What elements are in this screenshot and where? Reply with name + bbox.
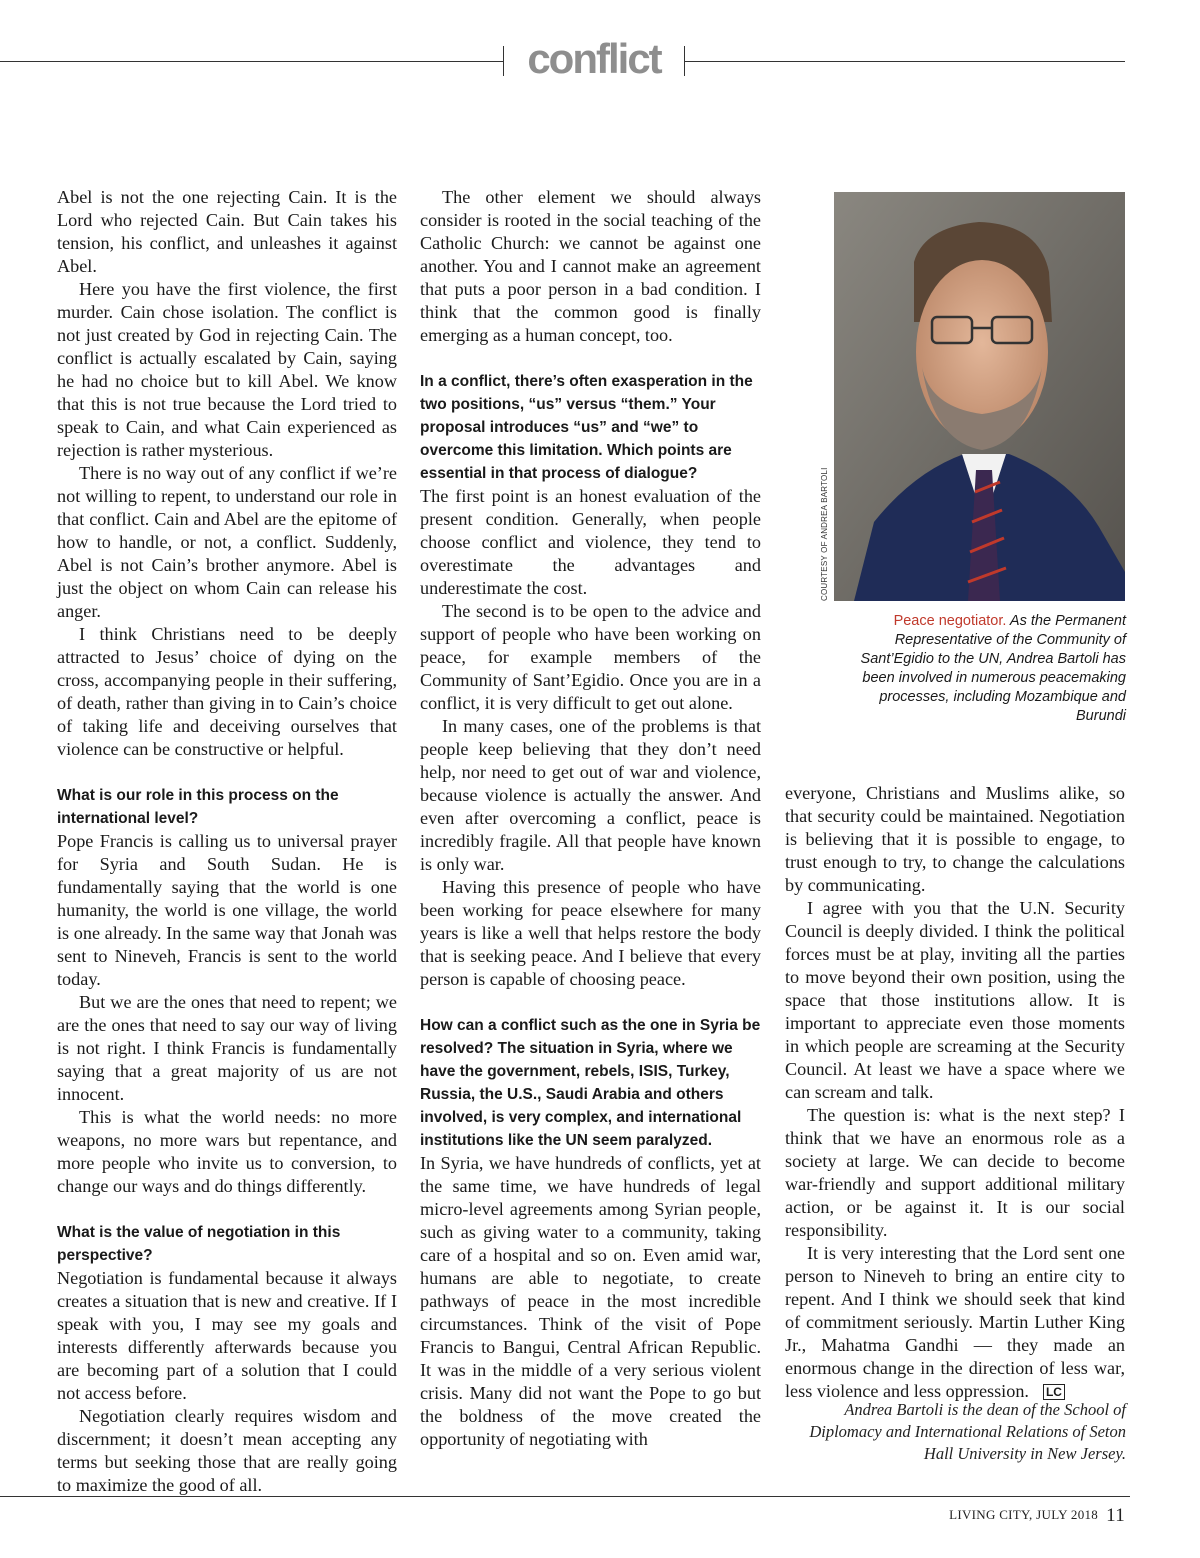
body-paragraph (57, 1405, 397, 1497)
section-title: conflict (527, 35, 661, 82)
caption-text: As the Permanent Representative of the Community of Sant’Egidio to the UN, Andrea Bartoli has been involved in numerous peacemaking processes, including Mozambique and Burundi (860, 613, 1126, 724)
photo-credit: COURTESY OF ANDREA BARTOLI (820, 467, 829, 601)
paragraph-text: The other element we should always consider is rooted in the social teaching of the Catholic Church: we cannot be against one another. You and I cannot make an agreement that puts a poor person in a bad condition. I think that the common good is finally emerging as a human concept, too. (420, 187, 761, 345)
paragraph-text: Here you have the first violence, the first murder. Cain chose isolation. The conflict is not just created by God in rejecting Cain. The conflict is actually escalated by Cain, saying he had no choice but to kill Abel. We know that this is not true because the Lord tried to speak to Cain, and what Cain experienced as rejection is rather mysterious. (57, 279, 397, 460)
body-paragraph (785, 1104, 1125, 1242)
paragraph-gap (57, 1198, 397, 1221)
page-footer (949, 1505, 1125, 1527)
paragraph-text: In many cases, one of the problems is that people keep believing that they don’t need help, nor need to get out of war and violence, because violence is actually the answer. And even after overcoming a conflict, peace is incredibly fragile. All that people have known is only war. (420, 716, 761, 874)
paragraph-gap (57, 761, 397, 784)
paragraph-gap (420, 347, 761, 370)
paragraph-text: Negotiation is fundamental because it always creates a situation that is new and creative. If I speak with you, I may see my goals and interests differently afterwards because you are becoming part of a solution that I could not access before. (57, 1268, 397, 1403)
body-paragraph (57, 462, 397, 623)
body-paragraph (420, 186, 761, 347)
interview-question: In a conflict, there’s often exasperation in the two positions, “us” versus “them.” Your proposal introduces “us” and “we” to overcome this limitation. Which points are essential in that process of dialogue? (420, 373, 753, 482)
paragraph-text: Negotiation clearly requires wisdom and discernment; it doesn’t mean accepting any terms but seeking those that are really going to maximize the good of all. (57, 1406, 397, 1495)
interview-question: What is the value of negotiation in this perspective? (57, 1224, 341, 1264)
header-rule-left (0, 61, 503, 62)
photo-caption (840, 612, 1126, 726)
paragraph-text: The question is: what is the next step? I think that we have an enormous role as a society at large. We can decide to become war-friendly and support additional military action, or be against it. It is our social responsibility. (785, 1105, 1125, 1240)
body-paragraph (420, 715, 761, 876)
body-paragraph (57, 830, 397, 991)
paragraph-gap (420, 991, 761, 1014)
paragraph-text: This is what the world needs: no more weapons, no more wars but repentance, and more people who invite us to conversion, to change our ways and do things differently. (57, 1107, 397, 1196)
header-rule-right (684, 61, 1125, 62)
article-column-3 (785, 782, 1125, 1403)
paragraph-text: In Syria, we have hundreds of conflicts, yet at the same time, we have hundreds of legal micro-level agreements among Syrian people, such as giving water to a community, taking care of a hospital and so on. Even amid war, humans are able to negotiate, to create pathways of peace in the most incredible circumstances. Think of the visit of Pope Francis to Bangui, Central African Republic. It was in the middle of a very serious violent crisis. Many did not want the Pope to go but the boldness of the move created the opportunity of negotiating with (420, 1153, 761, 1449)
paragraph-text: Having this presence of people who have been working for peace elsewhere for many years is like a well that helps restore the body that is seeking peace. And I believe that every person is capable of choosing peace. (420, 877, 761, 989)
paragraph-text: Pope Francis is calling us to universal prayer for Syria and South Sudan. He is fundamentally saying that the world is one humanity, the world is one village, the world is one already. In the same way that Jonah was sent to Nineveh, Francis is sent to the world today. (57, 831, 397, 989)
portrait-photo (834, 192, 1125, 601)
body-paragraph (420, 1152, 761, 1451)
interview-question: How can a conflict such as the one in Syria be resolved? The situation in Syria, where we have the government, rebels, ISIS, Turkey, Russia, the U.S., Saudi Arabia and others involved, is very complex, and international institutions like the UN seem paralyzed. (420, 1017, 761, 1149)
body-paragraph (785, 897, 1125, 1104)
body-paragraph (57, 1106, 397, 1198)
body-paragraph (57, 1267, 397, 1405)
body-paragraph (785, 1242, 1125, 1403)
paragraph-text: The second is to be open to the advice and support of people who have been working on peace, for example members of the Community of Sant’Egidio. Once you are in a conflict, it is very difficult to get out alone. (420, 601, 761, 713)
body-paragraph (785, 782, 1125, 897)
paragraph-text: The first point is an honest evaluation of the present condition. Generally, when people choose conflict and violence, they tend to overestimate the advantages and underestimate the cost. (420, 486, 761, 598)
end-mark-icon: LC (1043, 1384, 1065, 1400)
header-tick-left (503, 46, 504, 76)
body-paragraph (420, 876, 761, 991)
paragraph-text: everyone, Christians and Muslims alike, so that security could be maintained. Negotiation is believing that it is possible to engage, to trust enough to try, to change the calculations by communicating. (785, 783, 1125, 895)
paragraph-text: Abel is not the one rejecting Cain. It is the Lord who rejected Cain. But Cain takes his tension, his conflict, and unleashes it against Abel. (57, 187, 397, 276)
body-paragraph (57, 991, 397, 1106)
body-paragraph (420, 485, 761, 600)
footer-rule (0, 1496, 1130, 1497)
page-number: 11 (1106, 1505, 1125, 1526)
paragraph-text: It is very interesting that the Lord sent one person to Nineveh to bring an entire city to repent. And I think we should seek that kind of commitment seriously. Martin Luther King Jr., Mahatma Gandhi — they made an enormous change in the direction of less war, less violence and less oppression. (785, 1243, 1125, 1401)
body-paragraph (57, 186, 397, 278)
interview-question: What is our role in this process on the international level? (57, 787, 339, 827)
caption-lead: Peace negotiator. (893, 613, 1007, 629)
publication-label: LIVING CITY, JULY 2018 (949, 1507, 1099, 1522)
paragraph-text: I think Christians need to be deeply attracted to Jesus’ choice of dying on the cross, accompanying people in their suffering, of death, rather than giving in to Cain’s choice of taking life and deceiving ourselves that violence can be constructive or helpful. (57, 624, 397, 759)
author-bio: Andrea Bartoli is the dean of the School of Diplomacy and International Relations of Seton Hall University in New Jersey. (809, 1400, 1126, 1463)
paragraph-text: There is no way out of any conflict if we’re not willing to repent, to understand our role in that conflict. Cain and Abel are the epitome of how to handle, or not, a conflict. Suddenly, Abel is not Cain’s brother anymore. Abel is just the object on whom Cain can release his anger. (57, 463, 397, 621)
paragraph-text: I agree with you that the U.N. Security Council is deeply divided. I think the political forces must be at play, inviting all the parties to move beyond their own position, using the space that those institutions allow. It is important to appreciate even those moments in which people are screaming at the Security Council. At least we have a space where we can scream and talk. (785, 898, 1125, 1102)
article-column-2 (420, 186, 761, 1451)
article-column-1 (57, 186, 397, 1497)
body-paragraph (57, 623, 397, 761)
paragraph-text: But we are the ones that need to repent; we are the ones that need to say our way of living is not right. I think Francis is fundamentally saying that a great majority of us are not innocent. (57, 992, 397, 1104)
body-paragraph (420, 600, 761, 715)
body-paragraph (57, 278, 397, 462)
